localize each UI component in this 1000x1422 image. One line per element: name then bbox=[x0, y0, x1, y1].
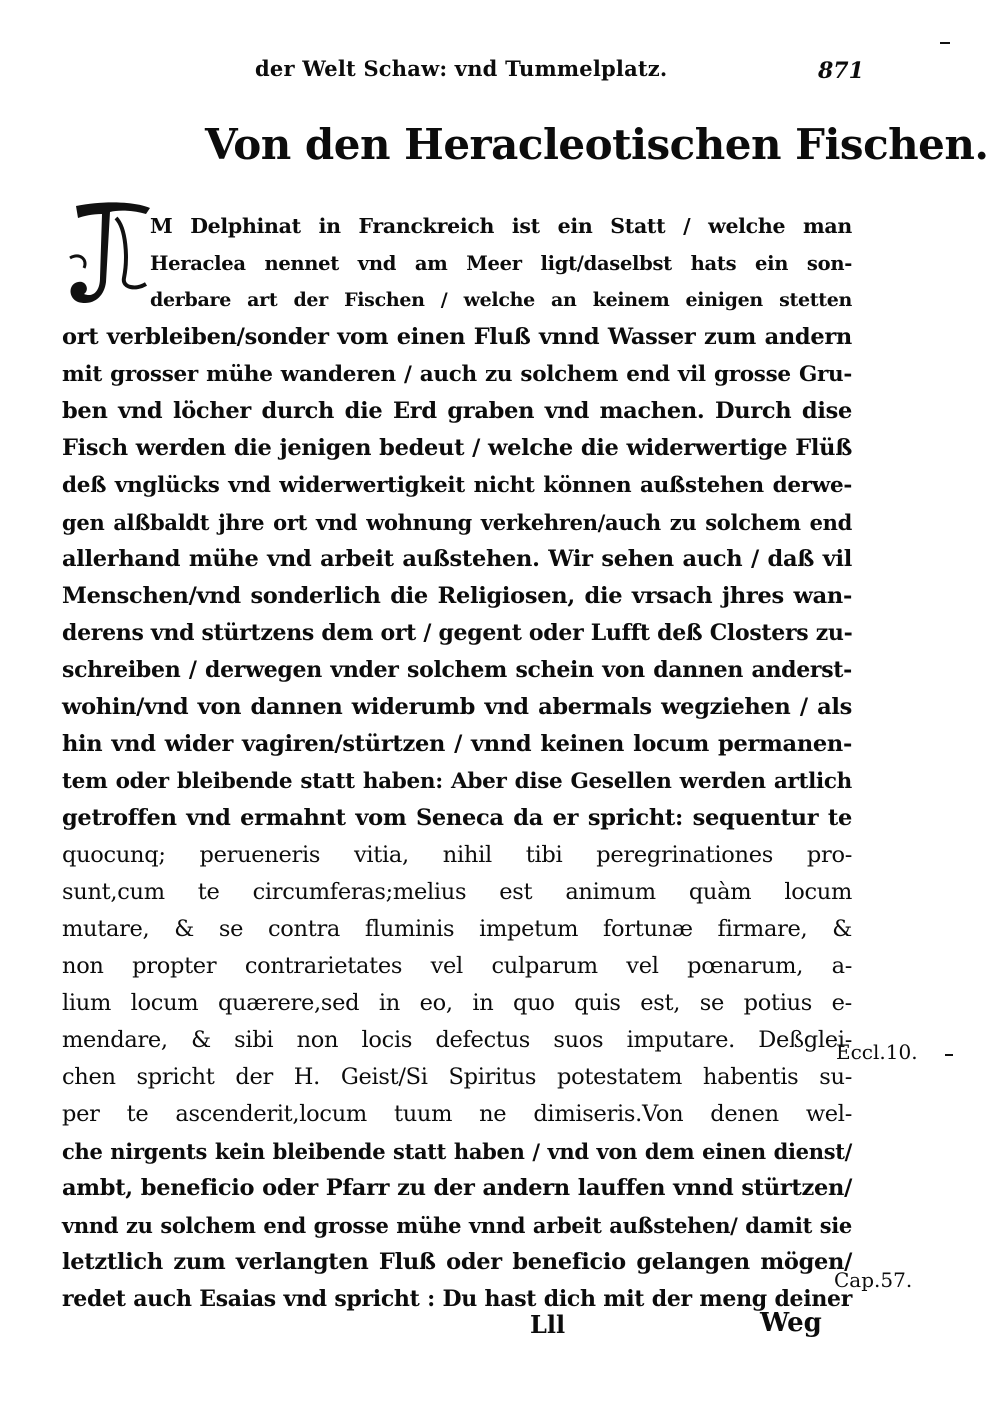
text-line: allerhand mühe vnd arbeit außstehen. Wir sehen auch / daß vil bbox=[62, 546, 852, 572]
stray-ink-mark bbox=[940, 42, 950, 44]
text-line: sunt,cum te circumferas;melius est animum quàm locum bbox=[62, 879, 852, 905]
page-number: 871 bbox=[818, 58, 864, 84]
text-line: schreiben / derwegen vnder solchem schein von dannen anderst- bbox=[62, 657, 852, 683]
catchword: Weg bbox=[760, 1308, 822, 1338]
running-head: der Welt Schaw: vnd Tummelplatz. bbox=[255, 56, 668, 81]
text-line: vnnd zu solchem end grosse mühe vnnd arbeit außstehen/ damit sie bbox=[62, 1213, 852, 1238]
text-line: ambt, beneficio oder Pfarr zu der andern lauffen vnnd stürtzen/ bbox=[62, 1175, 852, 1201]
text-line: deß vnglücks vnd widerwertigkeit nicht können außstehen derwe- bbox=[62, 473, 852, 498]
text-line: getroffen vnd ermahnt vom Seneca da er spricht: sequentur te bbox=[62, 805, 852, 831]
text-line: lium locum quærere,sed in eo, in quo quis est, se potius e- bbox=[62, 990, 852, 1016]
body-text bbox=[62, 208, 852, 1318]
text-line: mendare, & sibi non locis defectus suos imputare. Deßglei- bbox=[62, 1027, 852, 1053]
stray-ink-mark bbox=[945, 1054, 953, 1056]
text-line: wohin/vnd von dannen widerumb vnd abermals wegziehen / als bbox=[62, 694, 852, 720]
margin-note-cap: Cap.57. bbox=[834, 1268, 913, 1292]
text-line: per te ascenderit,locum tuum ne dimiseris.Von denen wel- bbox=[62, 1101, 852, 1127]
text-line: Heraclea nennet vnd am Meer ligt/daselbst hats ein son- bbox=[150, 252, 852, 275]
text-line: mutare, & se contra fluminis impetum fortunæ firmare, & bbox=[62, 916, 852, 942]
text-line: redet auch Esaias vnd spricht : Du hast dich mit der meng deiner bbox=[62, 1286, 852, 1312]
chapter-title: Von den Heracleotischen Fischen. bbox=[205, 120, 989, 169]
text-line: derens vnd stürtzens dem ort / gegent oder Lufft deß Closters zu- bbox=[62, 620, 853, 646]
text-line: ben vnd löcher durch die Erd graben vnd machen. Durch dise bbox=[62, 398, 852, 424]
text-line: Menschen/vnd sonderlich die Religiosen, die vrsach jhres wan- bbox=[62, 583, 852, 609]
text-line: hin vnd wider vagiren/stürtzen / vnnd keinen locum permanen- bbox=[62, 731, 852, 757]
text-line: Fisch werden die jenigen bedeut / welche die widerwertige Flüß bbox=[62, 435, 852, 461]
margin-note-eccl: Eccl.10. bbox=[836, 1040, 918, 1064]
text-line: mit grosser mühe wanderen / auch zu solchem end vil grosse Gru- bbox=[62, 362, 852, 387]
text-line: M Delphinat in Franckreich ist ein Statt / welche man bbox=[150, 214, 852, 238]
text-line: che nirgents kein bleibende statt haben / vnd von dem einen dienst/ bbox=[62, 1139, 852, 1164]
text-line: non propter contrarietates vel culparum vel pœnarum, a- bbox=[62, 953, 852, 979]
text-line: tem oder bleibende statt haben: Aber dise Gesellen werden artlich bbox=[62, 769, 852, 794]
text-line: letztlich zum verlangten Fluß oder beneficio gelangen mögen/ bbox=[62, 1249, 852, 1275]
text-line: ort verbleiben/sonder vom einen Fluß vnnd Wasser zum andern bbox=[62, 324, 852, 350]
text-line: chen spricht der H. Geist/Si Spiritus potestatem habentis su- bbox=[62, 1064, 852, 1090]
signature-mark: Lll bbox=[530, 1310, 566, 1339]
text-line: quocunq; perueneris vitia, nihil tibi peregrinationes pro- bbox=[62, 842, 852, 868]
text-line: gen alßbaldt jhre ort vnd wohnung verkehren/auch zu solchem end bbox=[62, 510, 852, 535]
text-line: derbare art der Fischen / welche an keinem einigen stetten bbox=[150, 289, 852, 311]
